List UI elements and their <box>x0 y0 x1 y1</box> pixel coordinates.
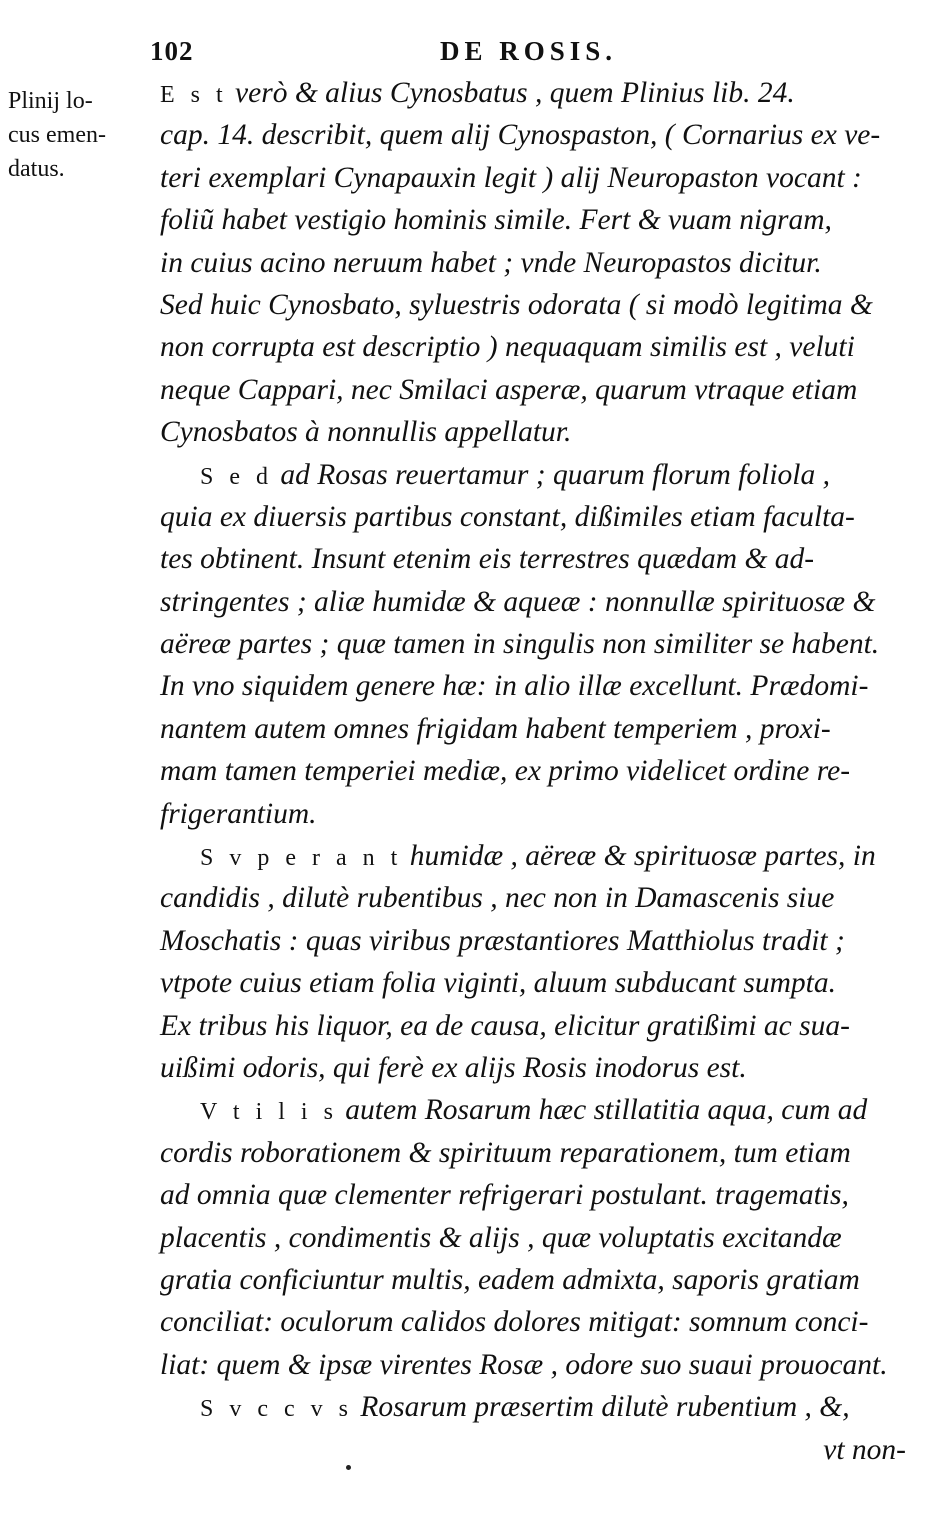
text-line: teri exemplari Cynapauxin legit ) alij Neuropaston vocant : <box>160 161 862 194</box>
line-text: Rosarum præsertim dilutè rubentium , &, <box>360 1391 850 1424</box>
text-line: tes obtinent. Insunt etenim eis terrestres quædam & ad- <box>160 543 815 576</box>
catchword: vt non- <box>823 1433 906 1466</box>
margin-note-line: datus. <box>8 156 65 182</box>
text-line: neque Cappari, nec Smilaci asperæ, quarum vtraque etiam <box>160 373 858 406</box>
text-line: In vno siquidem genere hæ: in alio illæ excellunt. Prædomi- <box>160 670 869 703</box>
text-line: quia ex diuersis partibus constant, dißimiles etiam faculta- <box>160 500 855 533</box>
body-text <box>160 72 910 1471</box>
paragraph-lead-word: S v p e r a n t <box>200 845 403 872</box>
margin-note <box>8 84 148 186</box>
margin-note-line: Plinij lo- <box>8 88 93 114</box>
printer-mark <box>346 1465 351 1470</box>
text-line: cordis roborationem & spirituum reparationem, tum etiam <box>160 1136 851 1169</box>
text-line: Sed huic Cynosbato, syluestris odorata ( si modò legitima & <box>160 288 873 321</box>
paragraph-lead-word: V t i l i s <box>200 1099 338 1126</box>
text-line: vtpote cuius etiam folia viginti, aluum subducant sumpta. <box>160 967 836 1000</box>
text-line: Ex tribus his liquor, ea de causa, elicitur gratißimi ac sua- <box>160 1009 850 1042</box>
margin-note-line: cus emen- <box>8 122 106 148</box>
text-line: non corrupta est descriptio ) nequaquam similis est , veluti <box>160 331 855 364</box>
text-line: conciliat: oculorum calidos dolores mitigat: somnum conci- <box>160 1306 869 1339</box>
text-line: uißimi odoris, qui ferè ex alijs Rosis inodorus est. <box>160 1051 747 1084</box>
text-line <box>160 835 910 877</box>
line-text: verò & alius Cynosbatus , quem Plinius lib. 24. <box>235 77 795 109</box>
text-line: stringentes ; aliæ humidæ & aqueæ : nonnullæ spirituosæ & <box>160 585 876 618</box>
text-line <box>160 454 910 496</box>
text-line <box>160 1089 910 1131</box>
text-line: frigerantium. <box>160 797 317 830</box>
line-text: humidæ , aëreæ & spirituosæ partes, in <box>409 840 876 873</box>
paragraph-lead-word: S v c c v s <box>200 1396 353 1423</box>
line-text: autem Rosarum hæc stillatitia aqua, cum ad <box>345 1094 868 1127</box>
paragraph-lead-word: E s t <box>160 82 228 108</box>
text-line: Cynosbatos à nonnullis appellatur. <box>160 416 572 449</box>
text-line: nantem autem omnes frigidam habent temperiem , proxi- <box>160 712 831 745</box>
page-header <box>150 36 910 70</box>
line-text: ad Rosas reuertamur ; quarum florum foliola , <box>280 458 830 491</box>
text-line: placentis , condimentis & alijs , quæ voluptatis excitandæ <box>160 1221 842 1254</box>
running-title: DE ROSIS. <box>440 36 618 66</box>
text-line: in cuius acino neruum habet ; vnde Neuropastos dicitur. <box>160 246 822 279</box>
text-line: mam tamen temperiei mediæ, ex primo videlicet ordine re- <box>160 755 851 788</box>
text-line: foliũ habet vestigio hominis simile. Fert & vuam nigram, <box>160 204 832 237</box>
text-line: gratia conficiuntur multis, eadem admixta, saporis gratiam <box>160 1263 860 1296</box>
text-line: ad omnia quæ clementer refrigerari postulant. tragematis, <box>160 1179 849 1212</box>
text-line: Moschatis : quas viribus præstantiores Matthiolus tradit ; <box>160 924 845 957</box>
text-line: cap. 14. describit, quem alij Cynospaston, ( Cornarius ex ve- <box>160 119 881 152</box>
paragraph-lead-word: S e d <box>200 463 273 490</box>
text-line: liat: quem & ipsæ virentes Rosæ , odore suo suaui prouocant. <box>160 1348 888 1381</box>
text-line: candidis , dilutè rubentibus , nec non in Damascenis siue <box>160 882 835 915</box>
text-line: aëreæ partes ; quæ tamen in singulis non similiter se habent. <box>160 628 880 661</box>
text-line <box>160 72 910 114</box>
text-line <box>160 1386 910 1428</box>
page-number: 102 <box>150 36 194 66</box>
